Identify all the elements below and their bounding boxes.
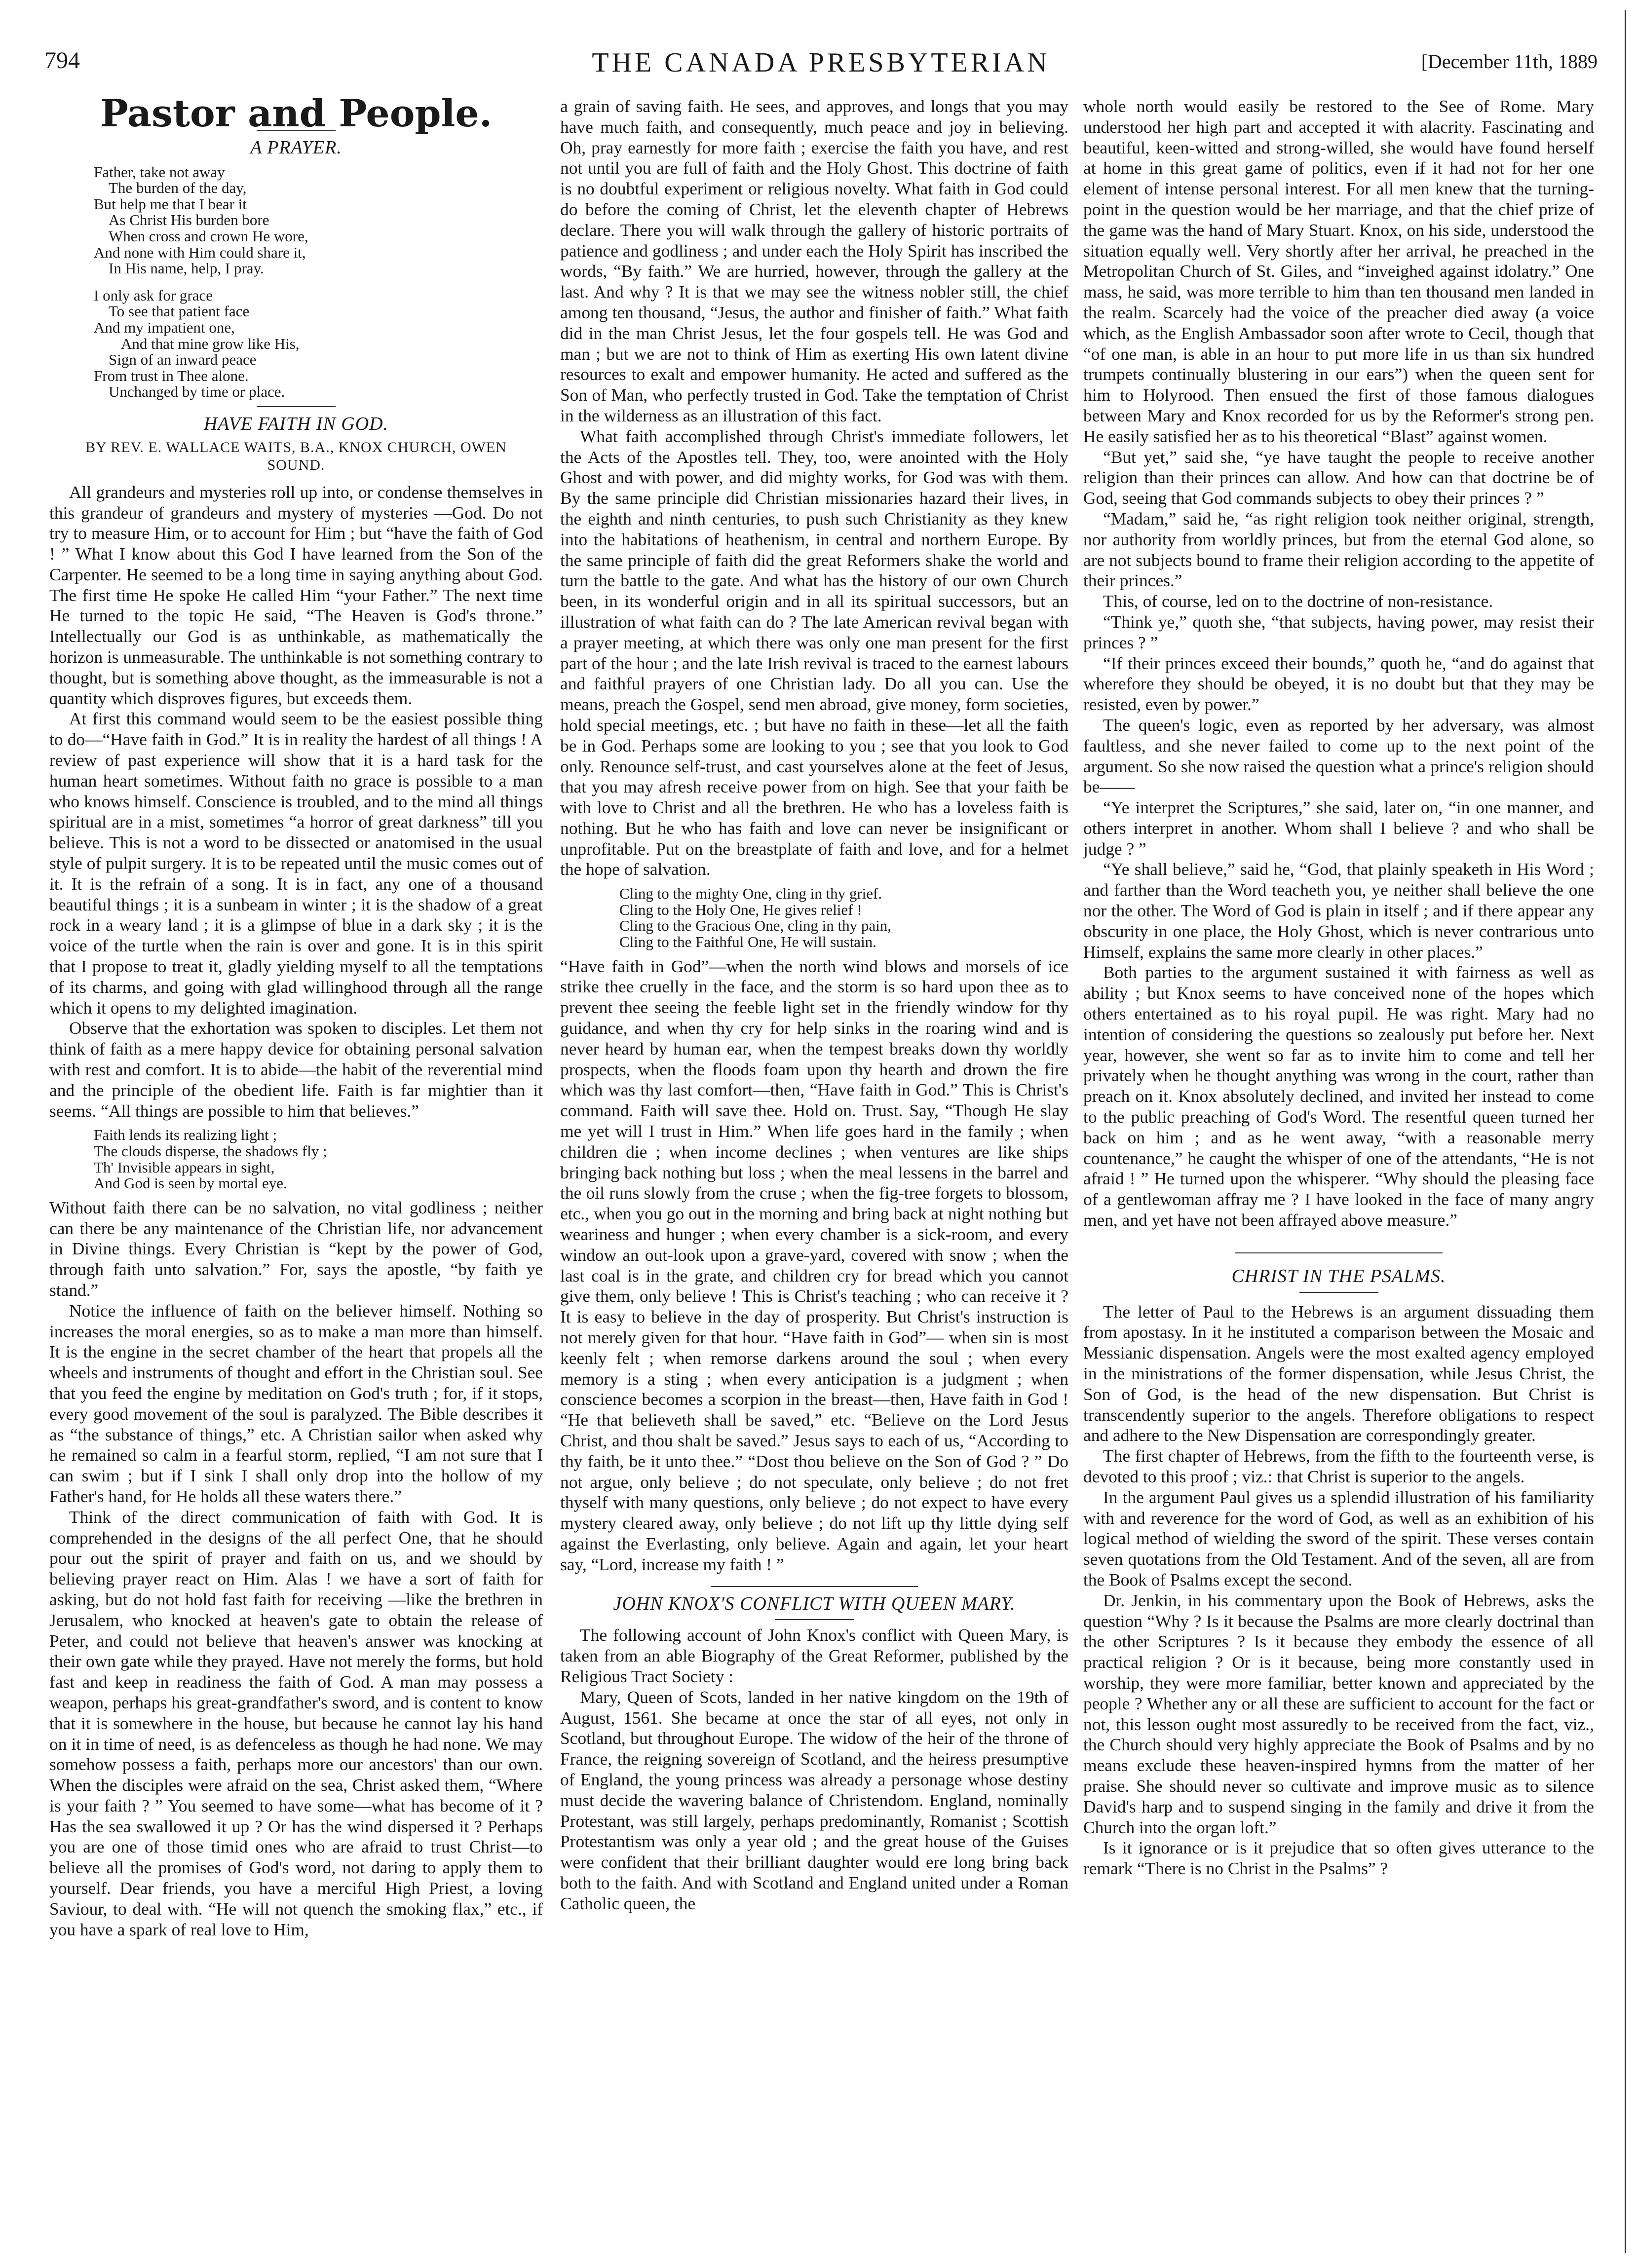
article-title: HAVE FAITH IN GOD.: [203, 413, 389, 434]
paragraph: “Ye interpret the Scriptures,” she said, later on, “in one manner, and others interpret in another. Whom shall I believe ? and who shall be judge ? ”: [1083, 797, 1594, 859]
prayer-title: A PRAYER.: [250, 137, 342, 158]
poem-line: Father, take not away: [94, 163, 225, 181]
poem-line: Cling to the Gracious One, cling in thy pain,: [619, 917, 892, 935]
poem-line: Cling to the Holy One, He gives relief !: [619, 901, 862, 918]
divider: [711, 1586, 918, 1587]
poem-line: The burden of the day,: [109, 179, 247, 197]
article-title: JOHN KNOX'S CONFLICT WITH QUEEN MARY.: [613, 1593, 1016, 1614]
prayer-poem: [94, 164, 543, 400]
paragraph: The following account of John Knox's conflict with Queen Mary, is taken from an able Biography of the Great Reformer, published by the Religious Tract Society :: [560, 1625, 1068, 1686]
poem-line: And none with Him could share it,: [94, 243, 306, 261]
paragraph: In the argument Paul gives us a splendid illustration of his familiarity with and reverence for the word of God, as well as an exhibition of his logical method of wielding the sword of the spirit. These verses contain seven quotations from the Old Testament. And of the seven, all are from the Book of Psalms except the second.: [1083, 1487, 1594, 1589]
page-header: [44, 47, 1598, 86]
column-3: [1083, 96, 1594, 1879]
poem-line: In His name, help, I pray.: [109, 260, 264, 277]
paragraph: Observe that the exhortation was spoken to disciples. Let them not think of faith as a mere happy device for obtaining personal salvation with rest and comfort. It is to abide—the habit of the reverential mind and the principle of the obedient life. Faith is far mightier than it seems. “All things are possible to him that believes.”: [49, 1018, 543, 1121]
paragraph: a grain of saving faith. He sees, and approves, and longs that you may have much faith, and consequently, much peace and joy in believing. Oh, pray earnestly for more faith ; exercise the faith you have, and rest not until you are full of faith and the Holy Ghost. This doctrine of faith is no doubtful experiment or religious novelty. What faith in God could do before the coming of Christ, let the eleventh chapter of Hebrews declare. There you will walk through the gallery of historic portraits of patience and godliness ; and under each the Holy Spirit has inscribed the words, “By faith.” We are hurried, however, through the gallery at the last. And why ? It is that we may see the witness nobler still, the chief among ten thousand, “Jesus, the author and finisher of faith.” What faith did in the man Christ Jesus, let the four gospels tell. He was God and man ; but we are not to think of Him as exerting His own latent divine resources to exalt and empower humanity. He acted and suffered as the Son of Man, who perfectly trusted in God. Take the temptation of Christ in the wilderness as an illustration of this fact.: [560, 96, 1068, 425]
page-number: 794: [44, 47, 80, 74]
paragraph: The first chapter of Hebrews, from the fifth to the fourteenth verse, is devoted to this proof ; viz.: that Christ is superior to the angels.: [1083, 1446, 1594, 1486]
poem-line: But help me that I bear it: [94, 195, 247, 213]
poem-line: Cling to the mighty One, cling in thy grief.: [619, 885, 882, 903]
issue-date: [December 11th, 1889: [1421, 50, 1598, 73]
journal-title: THE CANADA PRESBYTERIAN: [592, 47, 1050, 78]
column-2: [560, 96, 1068, 1914]
poem-line: And my impatient one,: [94, 318, 235, 336]
paragraph: “Have faith in God”—when the north wind blows and morsels of ice strike thee cruelly in the face, and the storm is so hard upon thee as to prevent thee seeing the feeble light set in the friendly window for thy guidance, and when thy cry for help sinks in the roaring wind and is never heard by human ear, when the tempest breaks down thy worldly prospects, when the floods foam upon thy hearth and drown the fire which was thy last comfort—then, “Have faith in God.” This is Christ's command. Faith will save thee. Hold on. Trust. Say, “Though He slay me yet will I trust in Him.” When life goes hard in the family ; when children die ; when income declines ; when ventures are like ships bringing back nothing but loss ; when the meal lessens in the barrel and the oil runs slowly from the cruse ; when the fig-tree forgets to blossom, etc., when you go out in the morning and bring back at night nothing but weariness and hunger ; when every chamber is a sick-room, and every window an out-look upon a grave-yard, covered with snow ; when the last coal is in the grate, and children cry for bread which you cannot give them, only believe ! This is Christ's teaching ; who can receive it ? It is easy to believe in the day of prosperity. But Christ's instruction is not merely given for that hour. “Have faith in God”— when sin is most keenly felt ; when remorse darkens around the soul ; when every memory is a sting ; when every anticipation is a judgment ; when conscience becomes a scorpion in the breast—then, Have faith in God ! “He that believeth shall be saved,” etc. “Believe on the Lord Jesus Christ, and thou shalt be saved.” Jesus says to each of us, “According to thy faith, be it unto thee.” “Dost thou believe on the Son of God ? ” Do not argue, only believe ; do not speculate, only believe ; do not fret thyself with many questions, only believe ; do not expect to have every mystery cleared away, only believe ; do not lift up thy little dying self against the Everlasting, only believe. Again and again, let your heart say, “Lord, increase my faith ! ”: [560, 956, 1068, 1574]
poem-line: Sign of an inward peace: [109, 351, 257, 369]
poem-line: To see that patient face: [109, 302, 250, 320]
poem-line: And God is seen by mortal eye.: [94, 1174, 287, 1192]
section-title: Pastor and People.: [100, 91, 493, 135]
faith-poem: [94, 1127, 543, 1191]
poem-line: Th' Invisible appears in sight,: [94, 1158, 275, 1176]
paragraph: Both parties to the argument sustained it with fairness as well as ability ; but Knox seems to have conceived none of the hopes which others entertained as to his royal pupil. He was right. Mary had no intention of considering the questions so zealously put before her. Next year, however, she went so far as to invite him to come and tell her privately when he thought anything was wrong in the court, rather than preach on it. Knox absolutely declined, and invited her instead to come to the public preaching of God's Word. The resentful queen turned her back on him ; and as he went away, “with a reasonable merry countenance,” he caught the whisper of one of the attendants, “He is not afraid ! ” He turned upon the whisperer. “Why should the pleasing face of a gentlewoman affray me ? I have looked in the face of many angry men, and yet have not been affrayed above measure.”: [1083, 962, 1594, 1230]
poem-line: Faith lends its realizing light ;: [94, 1126, 277, 1144]
paragraph: Is it ignorance or is it prejudice that so often gives utterance to the remark “There is no Christ in the Psalms” ?: [1083, 1838, 1594, 1879]
poem-line: Unchanged by time or place.: [109, 383, 285, 401]
paragraph: The queen's logic, even as reported by her adversary, was almost faultless, and she never failed to come up to the next point of the argument. So she now raised the question what a prince's religion should be——: [1083, 715, 1594, 797]
paragraph: What faith accomplished through Christ's immediate followers, let the Acts of the Apostles tell. They, too, were anointed with the Holy Ghost and with power, and did mighty works, for God was with them. By the same principle did Christian missionaries hazard their lives, in the eighth and ninth centuries, to push such Christianity as they knew into the habitations of heathenism, in central and northern Europe. By the same principle of faith did the great Reformers shake the world and turn the battle to the gate. And what has the history of our own Church been, in its wonderful origin and in all its spiritual successors, but an illustration of what faith can do ? The late American revival began with a prayer meeting, at which there was only one man present for the first part of the hour ; and the late Irish revival is traced to the earnest labours and faithful prayers of one Christian lady. Do all you can. Use the means, preach the Gospel, send men abroad, give money, form societies, hold special meetings, etc. ; but have no faith in these—let all the faith be in God. Perhaps some are looking to you ; see that you look to God only. Renounce self-trust, and cast yourselves alone at the feet of Jesus, that you may afresh receive power from on high. See that your faith be with love to Christ and all the brethren. He who has a loveless faith is nothing. But he who has faith and love can never be insignificant or unprofitable. Put on the breastplate of faith and love, and for a helmet the hope of salvation.: [560, 426, 1068, 879]
divider: [775, 1619, 854, 1620]
poem-line: And that mine grow like His,: [121, 335, 300, 352]
cling-poem: [619, 886, 1068, 950]
divider: [1235, 1252, 1443, 1253]
paragraph: “But yet,” said she, “ye have taught the people to receive another religion than their princes can allow. And how can that doctrine be of God, seeing that God commands subjects to obey their princes ? ”: [1083, 447, 1594, 508]
paragraph: “Ye shall believe,” said he, “God, that plainly speaketh in His Word ; and farther than the Word teacheth you, ye neither shall believe the one nor the other. The Word of God is plain in itself ; and if there appear any obscurity in one place, the Holy Ghost, which is never contrarious unto Himself, explains the same more clearly in other places.”: [1083, 859, 1594, 962]
poem-line: I only ask for grace: [94, 286, 213, 304]
poem-line: When cross and crown He wore,: [109, 227, 308, 245]
paragraph: “Think ye,” quoth she, “that subjects, having power, may resist their princes ? ”: [1083, 611, 1594, 652]
paragraph: whole north would easily be restored to the See of Rome. Mary understood her high part and accepted it with alacrity. Fascinating and beautiful, keen-witted and strong-willed, she would have found herself at home in this great game of politics, even if it had not for her one element of intense personal interest. For all men knew that the turning-point in the question would be her marriage, and that the chief prize of the game was the hand of Mary Stuart. Knox, on his side, understood the situation equally well. Very shortly after her arrival, he preached in the Metropolitan Church of St. Giles, and “inveighed against idolatry.” One mass, he said, was more terrible to him than ten thousand men landed in the realm. Scarcely had the voice of the preacher died away (a voice which, as the English Ambassador soon after wrote to Cecil, though that “of one man, is able in an hour to put more life in us than six hundred trumpets continually blustering in our ears”) when the queen sent for him to Holyrood. Then ensued the first of those famous dialogues between Mary and Knox recorded for us by the Reformer's strong pen. He easily satisfied her as to his theoretical “Blast” against women.: [1083, 96, 1594, 446]
paragraph: The letter of Paul to the Hebrews is an argument dissuading them from apostasy. In it he instituted a comparison between the Mosaic and Messianic dispensation. Angels were the most exalted agency employed in the ministrations of the former dispensation, while Jesus Christ, the Son of God, is the head of the new dispensation. But Christ is transcendently superior to the angels. Therefore obligations to respect and adhere to the New Dispensation are correspondingly greater.: [1083, 1301, 1594, 1445]
paragraph: Think of the direct communication of faith with God. It is comprehended in the designs of the all perfect One, that he should pour out the spirit of prayer and faith on us, and we should by believing prayer react on Him. Alas ! we have a sort of faith for asking, but do not hold fast faith for receiving —like the brethren in Jerusalem, who knocked at heaven's gate to obtain the release of Peter, and could not believe that heaven's answer was knocking at their own gate while they prayed. Have not merely the forms, but hold fast and keep in readiness the faith of God. A man may possess a weapon, perhaps his great-grandfather's sword, and is content to know that it is somewhere in the house, but because he cannot lay his hand on it in time of need, is as defenceless as though he had none. We may somehow possess a faith, perhaps more our ancestors' than our own. When the disciples were afraid on the sea, Christ asked them, “Where is your faith ? ” You seemed to have some—what has become of it ? Has the sea swallowed it up ? Or has the wind dispersed it ? Perhaps you are one of those timid ones who are afraid to trust Christ—to believe all the promises of God's word, not daring to apply them to yourself. Dear friends, you have a merciful High Priest, a loving Saviour, to deal with. “He will not quench the smoking flax,” etc., if you have a spark of real love to Him,: [49, 1507, 543, 1939]
paragraph: At first this command would seem to be the easiest possible thing to do—“Have faith in God.” It is in reality the hardest of all things ! A review of past experience will show that it is a hard task for the human heart sometimes. Without faith no grace is possible to a man who knows himself. Conscience is troubled, and to the mind all things spiritual are in a mist, sometimes “a horror of great darkness” till you believe. This is not a word to be dissected or anatomised in the usual style of pulpit surgery. It is to be repeated until the music comes out of it. It is the refrain of a song. It is in fact, any one of a thousand beautiful things ; it is a sunbeam in winter ; it is the shadow of a great rock in a weary land ; it is a glimpse of blue in a dark sky ; it is the voice of the turtle when the rain is over and gone. It is in this spirit that I propose to treat it, gladly yielding myself to all the temptations of its charms, and going with glad willinghood through all the range which it opens to my delighted imagination.: [49, 709, 543, 1018]
paragraph: Mary, Queen of Scots, landed in her native kingdom on the 19th of August, 1561. She became at once the star of all eyes, not only in Scotland, but throughout Europe. The widow of the heir of the throne of France, the reigning sovereign of Scotland, and the heiress presumptive of England, the young princess was already a personage whose destiny must decide the wavering balance of Christendom. England, nominally Protestant, was still largely, perhaps predominantly, Romanist ; Scottish Protestantism was only a year old ; and the great house of the Guises were confident that their brilliant daughter would ere long bring back both to the faith. And with Scotland and England united under a Roman Catholic queen, the: [560, 1687, 1068, 1913]
paragraph: This, of course, led on to the doctrine of non-resistance.: [1103, 591, 1493, 611]
divider: [1299, 1292, 1378, 1293]
poem-line: As Christ His burden bore: [109, 211, 269, 229]
paragraph: Without faith there can be no salvation, no vital godliness ; neither can there be any maintenance of the Christian life, nor advancement in Divine things. Every Christian is “kept by the power of God, through faith unto salvation.” For, says the apostle, “by faith ye stand.”: [49, 1197, 543, 1300]
paragraph: All grandeurs and mysteries roll up into, or condense themselves in this grandeur of grandeurs and mystery of mysteries —God. Do not try to measure Him, or to account for Him ; but “have the faith of God ! ” What I know about this God I have learned from the Son of the Carpenter. He seemed to be a long time in saying anything about God. The first time He spoke He called Him “your Father.” The next time He turned to the topic He said, “The Heaven is God's throne.” Intellectually our God is as unthinkable, as mathematically the horizon is unmeasurable. The unthinkable is not something contrary to thought, but is something above thought, as the immeasurable is not a quantity which disproves figures, but exceeds them.: [49, 482, 543, 708]
column-1: [49, 91, 543, 1940]
article-title: CHRIST IN THE PSALMS.: [1231, 1265, 1446, 1286]
right-margin-rule: [1625, 10, 1626, 2253]
poem-line: From trust in Thee alone.: [94, 367, 249, 384]
byline: BY REV. E. WALLACE WAITS, B.A., KNOX CHURCH, OWEN SOUND.: [85, 439, 507, 473]
poem-line: Cling to the Faithful One, He will sustain.: [619, 933, 876, 951]
paragraph: “Madam,” said he, “as right religion took neither original, strength, nor authority from worldly princes, but from the eternal God alone, so are not subjects bound to frame their religion according to the appetite of their princes.”: [1083, 508, 1594, 591]
divider: [257, 406, 336, 407]
paragraph: “If their princes exceed their bounds,” quoth he, “and do against that wherefore they should be obeyed, it is no doubt but that they may be resisted, even by power.”: [1083, 653, 1594, 715]
poem-line: The clouds disperse, the shadows fly ;: [94, 1142, 327, 1160]
paragraph: Notice the influence of faith on the believer himself. Nothing so increases the moral energies, so as to make a man more than himself. It is the engine in the secret chamber of the heart that propels all the wheels and instruments of thought and effort in the Christian soul. See that you feed the engine by meditation on God's truth ; for, if it stops, every good movement of the soul is paralyzed. The Bible describes it as “the substance of things,” etc. A Christian sailor when asked why he remained so calm in a fearful storm, replied, “I am not sure that I can swim ; but if I sink I shall only drop into the hollow of my Father's hand, for He holds all these waters there.”: [49, 1300, 543, 1506]
paragraph: Dr. Jenkin, in his commentary upon the Book of Hebrews, asks the question “Why ? Is it because the Psalms are more clearly doctrinal than the other Scriptures ? Is it because they embody the essence of all practical religion ? Or is it because, being more constantly used in worship, they were more familiar, better known and appreciated by the people ? Whether any or all these are sufficient to account for the fact or not, this lesson ought most assuredly to be received from the fact, viz., the Church should very highly appreciate the Book of Psalms and by no means exclude these heaven-inspired hymns from the matter of her praise. She should never so cultivate and improve music as to silence David's harp and to suspend singing in the family and drive it from the Church into the organ loft.”: [1083, 1590, 1594, 1837]
